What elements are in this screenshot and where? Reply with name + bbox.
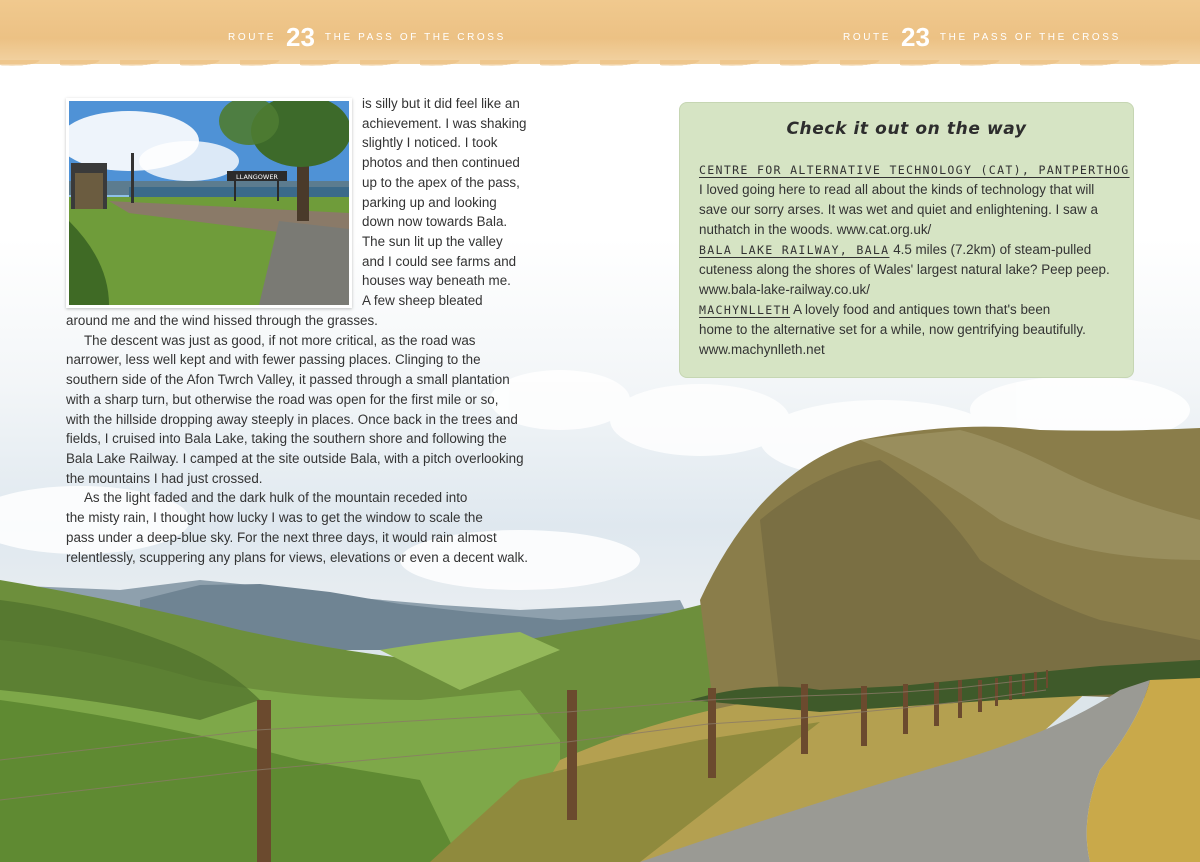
running-head-left	[228, 24, 506, 50]
entry-cat-text: nuthatch in the woods. www.cat.org.uk/	[699, 222, 932, 237]
body-text-line: narrower, less well kept and with fewer passing places. Clinging to the	[66, 352, 481, 368]
body-text-line: As the light faded and the dark hulk of the mountain receded into	[84, 490, 468, 506]
entry-cat-text: save our sorry arses. It was wet and quiet and enlightening. I saw a	[699, 202, 1098, 217]
route-title: THE PASS OF THE CROSS	[939, 31, 1121, 43]
entry-heading: BALA LAKE RAILWAY, BALA	[699, 243, 890, 257]
entry-machynlleth-text: home to the alternative set for a while, now gentrifying beautifully.	[699, 322, 1086, 337]
body-text-line: slightly I noticed. I took	[362, 135, 498, 151]
entry-machynlleth-text: A lovely food and antiques town that's been	[793, 302, 1051, 317]
route-number: 23	[286, 22, 315, 52]
route-title: THE PASS OF THE CROSS	[324, 31, 506, 43]
entry-machynlleth-text: www.machynlleth.net	[699, 342, 825, 357]
body-text-line: fields, I cruised into Bala Lake, taking the southern shore and following the	[66, 431, 507, 447]
body-text-line: with the hillside dropping away steeply in places. Once back in the trees and	[66, 411, 518, 427]
running-head-right	[843, 24, 1121, 50]
check-it-out-box	[679, 102, 1134, 378]
station-sign: LLANGOWER	[236, 173, 278, 181]
body-text-line: The descent was just as good, if not more critical, as the road was	[84, 332, 476, 348]
station-illustration	[69, 101, 349, 305]
body-text-line: pass under a deep-blue sky. For the next three days, it would rain almost	[66, 529, 497, 545]
body-text-line: down now towards Bala.	[362, 214, 508, 230]
route-label: ROUTE	[228, 31, 276, 43]
body-text-line: photos and then continued	[362, 155, 520, 171]
body-text-line: relentlessly, scuppering any plans for views, elevations or even a decent walk.	[66, 549, 528, 565]
body-text-line: up to the apex of the pass,	[362, 174, 520, 190]
body-text-line: houses way beneath me.	[362, 273, 511, 289]
callout-title: Check it out on the way	[786, 119, 1027, 139]
entry-cat-text: I loved going here to read all about the kinds of technology that will	[699, 182, 1095, 197]
body-text-line: around me and the wind hissed through the grasses.	[66, 312, 378, 328]
entry-heading: MACHYNLLETH	[699, 303, 791, 317]
body-text-line: A few sheep bleated	[362, 293, 483, 309]
body-text-line: the mountains I had just crossed.	[66, 470, 263, 486]
body-text-line: achievement. I was shaking	[362, 115, 527, 131]
entry-heading: CENTRE FOR ALTERNATIVE TECHNOLOGY (CAT), PANTPERTHOG	[699, 163, 1130, 177]
railway-station-photo	[66, 98, 352, 308]
body-text-line: parking up and looking	[362, 194, 497, 210]
route-number: 23	[901, 22, 930, 52]
entry-cat-heading-line	[699, 160, 1130, 180]
body-text-line: southern side of the Afon Twrch Valley, it passed through a small plantation	[66, 372, 510, 388]
entry-bala-text: www.bala-lake-railway.co.uk/	[699, 282, 870, 297]
route-label: ROUTE	[843, 31, 891, 43]
entry-bala-heading-line	[699, 240, 1091, 260]
body-text-line: is silly but it did feel like an	[362, 96, 520, 111]
entry-bala-text: cuteness along the shores of Wales' largest natural lake? Peep peep.	[699, 262, 1110, 277]
entry-machynlleth-heading-line	[699, 300, 1050, 320]
body-text-line: The sun lit up the valley	[362, 234, 503, 250]
body-text-line: and I could see farms and	[362, 253, 517, 269]
body-text-line: with a sharp turn, but otherwise the road was open for the first mile or so,	[66, 391, 499, 407]
body-text-line: the misty rain, I thought how lucky I was to get the window to scale the	[66, 510, 483, 526]
entry-bala-text: 4.5 miles (7.2km) of steam-pulled	[893, 242, 1092, 257]
body-text-line: Bala Lake Railway. I camped at the site outside Bala, with a pitch overlooking	[66, 450, 524, 466]
